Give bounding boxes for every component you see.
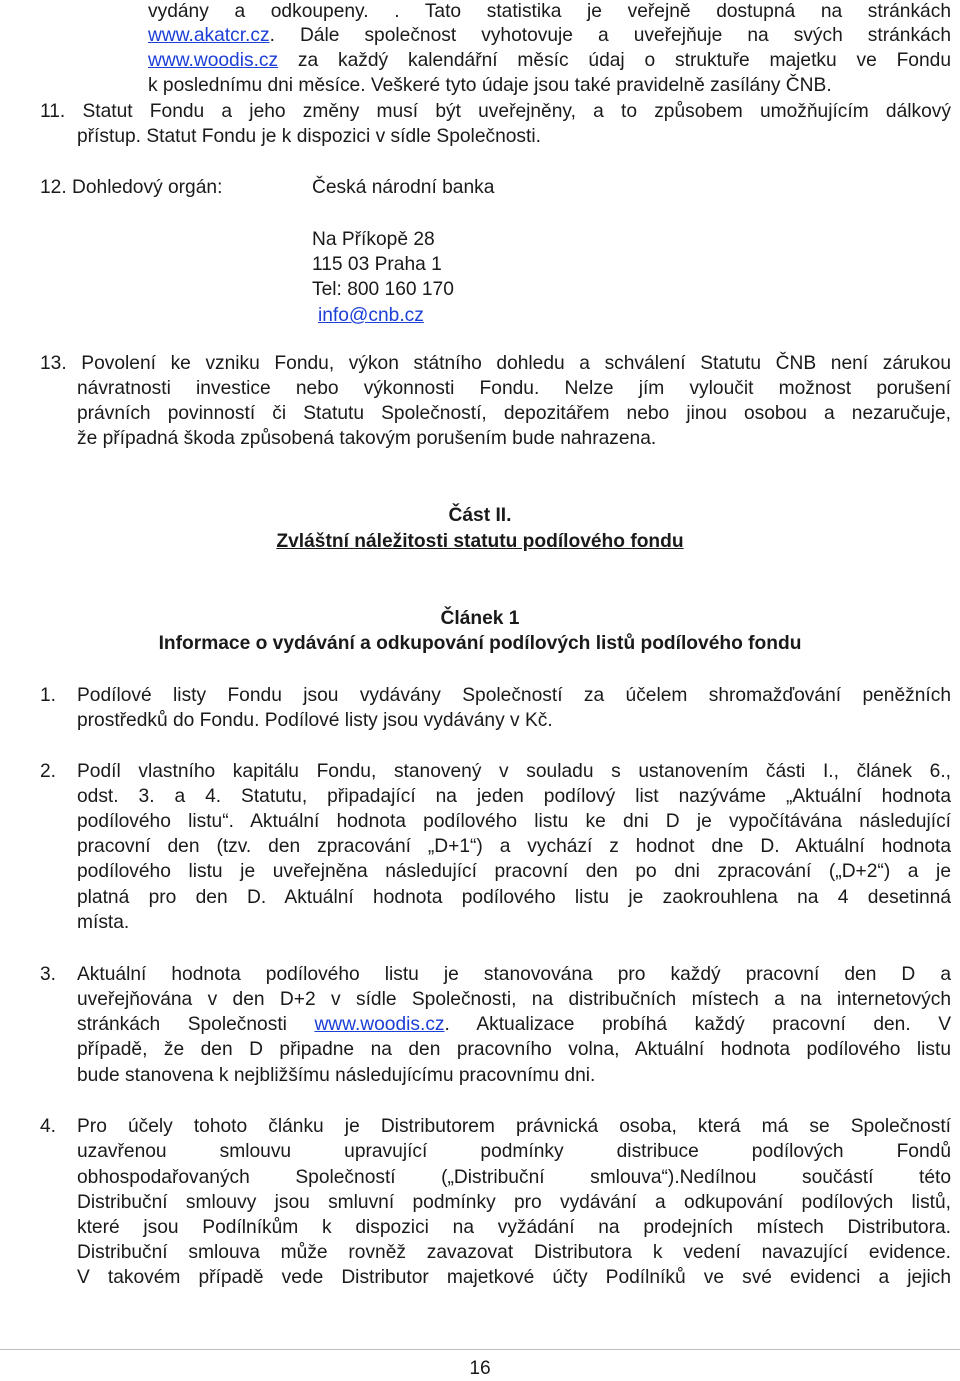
- p4-line-1: Pro účely tohoto článku je Distributorem právnická osoba, která má se Společností: [77, 1116, 951, 1137]
- p2-line-4: pracovní den (tzv. den zpracování „D+1“) a vychází z hodnot dne D. Aktuální hodnota: [77, 836, 951, 857]
- p2-number: 2.: [40, 761, 57, 782]
- article-title: Článek 1: [440, 608, 520, 629]
- intro-line-4: k poslednímu dni měsíce. Veškeré tyto údaje jsou také pravidelně zasílány ČNB.: [148, 75, 832, 96]
- p4-line-3: obhospodařovaných Společností („Distribuční smlouva“).Nedílnou součástí této: [77, 1167, 951, 1188]
- part-title: Část II.: [448, 505, 512, 526]
- intro-line-1: vydány a odkoupeny. . Tato statistika je veřejně dostupná na stránkách: [148, 1, 951, 22]
- supervisor-email-link[interactable]: info@cnb.cz: [318, 305, 424, 326]
- p1-number: 1.: [40, 685, 57, 706]
- p3-line-4: případě, že den D připadne na den pracovního volna, Aktuální hodnota podílového listu: [77, 1039, 951, 1060]
- p1-line-2: prostředků do Fondu. Podílové listy jsou vydávány v Kč.: [77, 710, 553, 731]
- akatcr-link[interactable]: www.akatcr.cz: [148, 25, 270, 46]
- p4-line-4: Distribuční smlouvy jsou smluvní podmínky pro vydávání a odkupování podílových listů,: [77, 1192, 951, 1213]
- p4-line-5: které jsou Podílníkům k dispozici na vyžádání na prodejních místech Distributora.: [77, 1217, 951, 1238]
- intro-line-2: www.akatcr.cz. Dále společnost vyhotovuje a uveřejňuje na svých stránkách: [148, 25, 951, 46]
- p1-line-1: Podílové listy Fondu jsou vydávány Společností za účelem shromažďování peněžních: [77, 685, 951, 706]
- p2-line-6: platná pro den D. Aktuální hodnota podílového listu je zaokrouhlena na 4 desetinná: [77, 887, 951, 908]
- item13-line-4: že případná škoda způsobená takovým porušením bude nahrazena.: [77, 428, 657, 449]
- woodis-link-2[interactable]: www.woodis.cz: [314, 1014, 445, 1035]
- article-subtitle: Informace o vydávání a odkupování podílových listů podílového fondu: [158, 633, 802, 654]
- intro-line-3: www.woodis.cz za každý kalendářní měsíc údaj o struktuře majetku ve Fondu: [148, 50, 951, 71]
- item11-line-1: 11. Statut Fondu a jeho změny musí být uveřejněny, a to způsobem umožňujícím dálkový: [40, 101, 951, 122]
- p4-line-6: Distribuční smlouva může rovněž zavazovat Distributora k vedení navazující evidence.: [77, 1242, 951, 1263]
- p4-number: 4.: [40, 1116, 57, 1137]
- p2-line-5: podílového listu je uveřejněna následující pracovní den po dni zpracování („D+2“) a je: [77, 861, 951, 882]
- p3-line-5: bude stanovena k nejbližšímu následujícímu pracovnímu dni.: [77, 1065, 596, 1086]
- footer-divider: [0, 1349, 960, 1350]
- p2-line-3: podílového listu“. Aktuální hodnota podílového listu ke dni D je vypočítávána následující: [77, 811, 951, 832]
- p3-line-3: stránkách Společnosti www.woodis.cz. Aktualizace probíhá každý pracovní den. V: [77, 1014, 952, 1035]
- supervisor-label: 12. Dohledový orgán:: [40, 177, 223, 198]
- item13-line-2: návratnosti investice nebo výkonnosti Fondu. Nelze jím vyloučit možnost porušení: [77, 378, 951, 399]
- supervisor-name: Česká národní banka: [312, 177, 495, 198]
- item13-line-1: 13. Povolení ke vzniku Fondu, výkon státního dohledu a schválení Statutu ČNB není zárukou: [40, 353, 951, 374]
- supervisor-city: 115 03 Praha 1: [312, 254, 442, 275]
- p4-line-2: uzavřenou smlouvu upravující podmínky distribuce podílových Fondů: [77, 1141, 951, 1162]
- supervisor-tel: Tel: 800 160 170: [312, 279, 454, 300]
- page-number: 16: [469, 1358, 491, 1379]
- item13-line-3: právních povinností či Statutu Společností, depozitářem nebo jinou osobou a nezaručuje,: [77, 403, 951, 424]
- p3-number: 3.: [40, 964, 57, 985]
- p3-line-1: Aktuální hodnota podílového listu je stanovována pro každý pracovní den D a: [77, 964, 951, 985]
- p2-line-2: odst. 3. a 4. Statutu, připadající na jeden podílový list nazýváme „Aktuální hodnota: [77, 786, 951, 807]
- part-subtitle: Zvláštní náležitosti statutu podílového fondu: [276, 531, 684, 552]
- p2-line-1: Podíl vlastního kapitálu Fondu, stanovený v souladu s ustanovením části I., článek 6.,: [77, 761, 951, 782]
- woodis-link[interactable]: www.woodis.cz: [148, 50, 279, 71]
- supervisor-street: Na Příkopě 28: [312, 229, 435, 250]
- p2-line-7: místa.: [77, 912, 130, 933]
- p4-line-7: V takovém případě vede Distributor majetkové účty Podílníků ve své evidenci a jejich: [77, 1267, 951, 1288]
- p3-line-2: uveřejňována v den D+2 v sídle Společnosti, na distribučních místech a na internetových: [77, 989, 951, 1010]
- item11-line-2: přístup. Statut Fondu je k dispozici v sídle Společnosti.: [77, 126, 541, 147]
